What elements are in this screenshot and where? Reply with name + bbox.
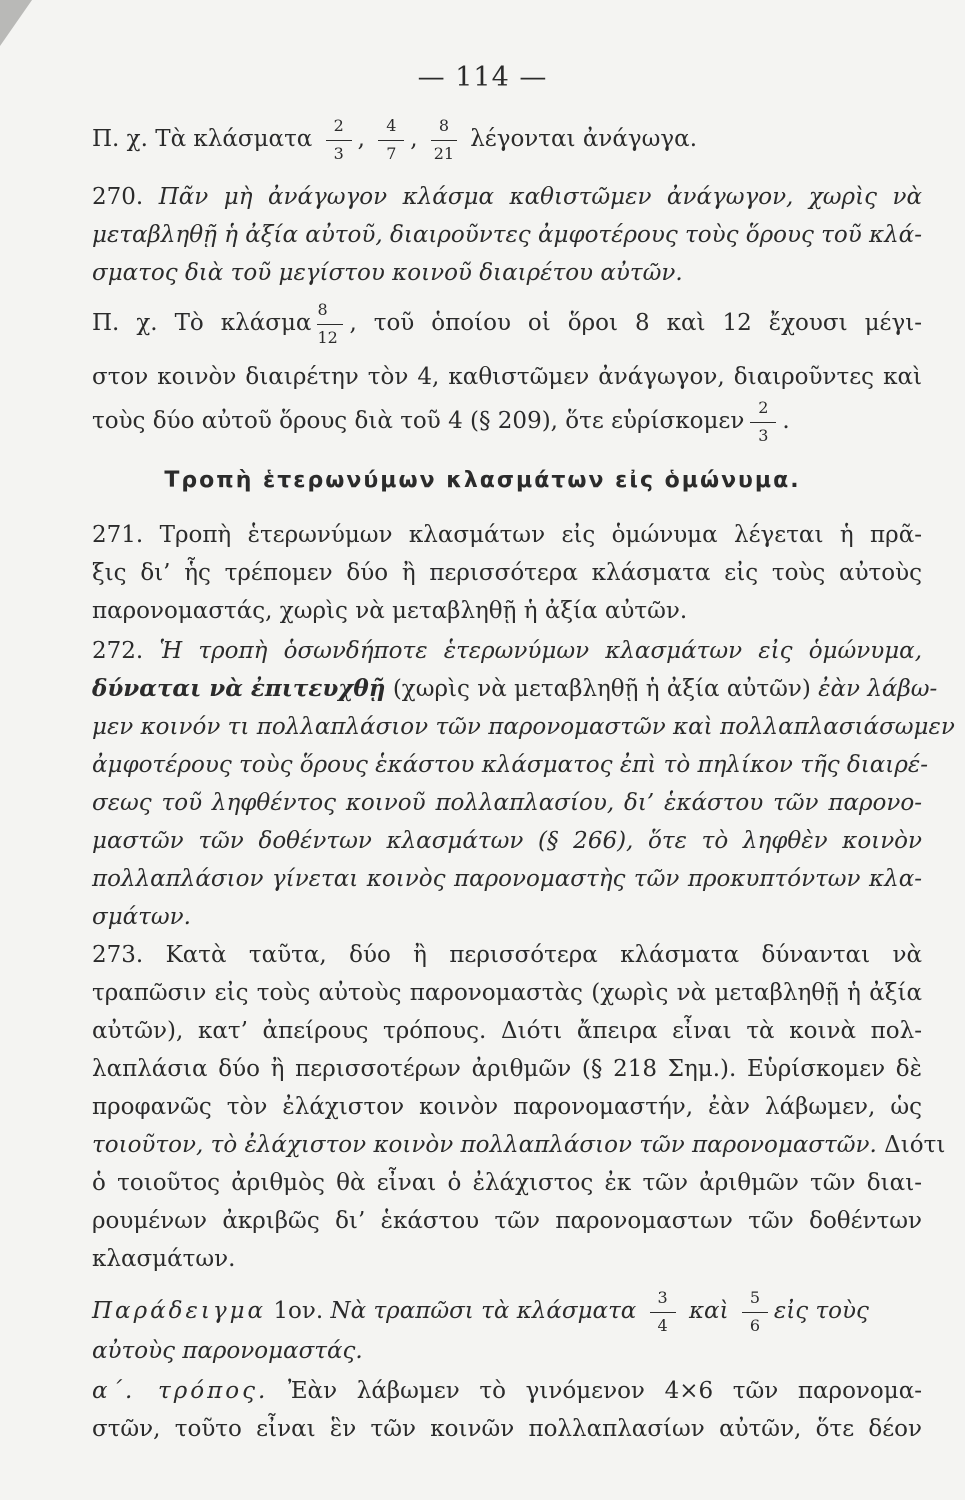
text-line: μαστῶν τῶν δοθέντων κλασμάτων (§ 266), ὅτε τὸ ληφθὲν κοινὸν <box>92 828 922 854</box>
fraction-bar <box>317 324 343 325</box>
text-line: στον κοινὸν διαιρέτην τὸν 4, καθιστῶμεν ἀνάγωγον, διαιροῦντες καὶ <box>92 364 922 390</box>
text-line: ρουμένων ἀκριβῶς δι’ ἑκάστου τῶν παρονομαστων τῶν δοθέντων <box>92 1208 922 1234</box>
paragraph-number: 270. <box>92 184 144 210</box>
fraction-numerator: 4 <box>386 116 397 135</box>
text-span: Πᾶν μὴ ἀνάγωγον κλάσμα καθιστῶμεν ἀνάγωγον, χωρὶς νὰ <box>158 184 922 210</box>
text-span: . <box>782 408 790 434</box>
text-line: ξις δι’ ἧς τρέπομεν δύο ἢ περισσότερα κλάσματα εἰς τοὺς αὐτοὺς <box>92 560 922 586</box>
fraction-numerator: 3 <box>657 1288 668 1307</box>
fraction-denominator: 21 <box>433 144 455 163</box>
text-line: σεως τοῦ ληφθέντος κοινοῦ πολλαπλασίου, δι’ ἑκάστου τῶν παρονο- <box>92 790 922 816</box>
text-line: μεταβληθῇ ἡ ἀξία αὐτοῦ, διαιροῦντες ἀμφοτέρους τοὺς ὅρους τοῦ κλά- <box>92 222 922 248</box>
paragraph-number: 272. <box>92 638 144 664</box>
text-line: ὁ τοιοῦτος ἀριθμὸς θὰ εἶναι ὁ ἐλάχιστος ἐκ τῶν ἀριθμῶν τῶν διαι- <box>92 1170 922 1196</box>
text-line: λαπλάσια δύο ἢ περισσοτέρων ἀριθμῶν (§ 218 Σημ.). Εὑρίσκομεν δὲ <box>92 1056 922 1082</box>
text-span: 1ον. <box>273 1298 324 1324</box>
text-line <box>92 1376 922 1406</box>
text-line: σματος διὰ τοῦ μεγίστου κοινοῦ διαιρέτου αὐτῶν. <box>92 260 683 286</box>
text-span: καὶ <box>688 1298 729 1324</box>
text-span: τοὺς δύο αὐτοῦ ὅρους διὰ τοῦ 4 (§ 209), ὅτε εὑρίσκομεν <box>92 408 745 434</box>
fraction-denominator: 7 <box>386 144 397 163</box>
text-line: παρονομαστάς, χωρὶς νὰ μεταβληθῇ ἡ ἀξία αὐτῶν. <box>92 598 688 624</box>
fraction <box>317 302 343 346</box>
text-line: στῶν, τοῦτο εἶναι ἓν τῶν κοινῶν πολλαπλασίων αὐτῶν, ὅτε δέον <box>92 1416 922 1442</box>
text-line <box>92 400 922 444</box>
text-span: , τοῦ ὁποίου οἱ ὅροι 8 καὶ 12 ἔχουσι μέγι- <box>349 310 922 336</box>
fraction-bar <box>326 140 352 141</box>
text-span: Νὰ τραπῶσι τὰ κλάσματα <box>330 1298 637 1324</box>
text-line: 273. Κατὰ ταῦτα, δύο ἢ περισσότερα κλάσματα δύνανται νὰ <box>92 942 922 968</box>
text-span: Ἐὰν λάβωμεν τὸ γινόμενον 4×6 τῶν παρονομα- <box>287 1378 922 1404</box>
fraction-numerator: 8 <box>438 116 449 135</box>
fraction <box>750 400 776 444</box>
text-span: Π. χ. Τὰ κλάσματα <box>92 126 313 152</box>
text-span: ἐὰν λάβω- <box>818 676 938 702</box>
fraction-numerator: 2 <box>758 398 769 417</box>
fraction-bar <box>378 140 404 141</box>
folded-corner <box>0 0 32 46</box>
text-span: λέγονται ἀνάγωγα. <box>470 126 698 152</box>
text-line <box>92 674 938 704</box>
text-span: δύναται νὰ ἐπιτευχθῇ <box>92 675 386 702</box>
text-line: αὐτοὺς παρονομαστάς. <box>92 1338 363 1364</box>
text-span: Π. χ. Τὸ κλάσμα <box>92 310 312 336</box>
fraction-bar <box>750 422 776 423</box>
fraction-denominator: 3 <box>758 426 769 445</box>
fraction-bar <box>431 140 457 141</box>
fraction <box>431 118 457 162</box>
text-span: Ἡ τροπὴ ὁσωνδήποτε ἑτερωνύμων κλασμάτων εἰς ὁμώνυμα, <box>159 638 923 664</box>
fraction-denominator: 12 <box>317 328 338 347</box>
fraction <box>378 118 404 162</box>
text-line: τραπῶσιν εἰς τοὺς αὐτοὺς παρονομαστὰς (χωρὶς νὰ μεταβληθῇ ἡ ἀξία <box>92 980 922 1006</box>
fraction-denominator: 4 <box>657 1316 668 1335</box>
page-number: — 114 — <box>417 62 548 93</box>
text-line: πολλαπλάσιον γίνεται κοινὸς παρονομαστὴς τῶν προκυπτόντων κλα- <box>92 866 922 892</box>
text-line <box>92 182 922 212</box>
text-span: α΄. τρόπος. <box>92 1378 269 1404</box>
text-line: κλασμάτων. <box>92 1246 236 1272</box>
fraction <box>650 1290 676 1334</box>
fraction <box>742 1290 768 1334</box>
text-span: Διότι <box>884 1132 946 1158</box>
text-line <box>92 636 922 666</box>
fraction-bar <box>742 1312 768 1313</box>
text-line <box>92 1130 946 1160</box>
text-span: τοιοῦτον, τὸ ἐλάχιστον κοινὸν πολλαπλάσιον τῶν παρονομαστῶν. <box>92 1132 877 1158</box>
text-line: 271. Τροπὴ ἑτερωνύμων κλασμάτων εἰς ὁμώνυμα λέγεται ἡ πρᾶ- <box>92 522 922 548</box>
text-line <box>92 302 922 346</box>
text-line: μεν κοινόν τι πολλαπλάσιον τῶν παρονομαστῶν καὶ πολλαπλασιάσωμεν <box>92 714 955 740</box>
fraction-numerator: 8 <box>317 300 328 319</box>
text-span: (χωρὶς νὰ μεταβληθῇ ἡ ἀξία αὐτῶν) <box>392 676 811 702</box>
text-line <box>92 1290 922 1334</box>
fraction-denominator: 6 <box>749 1316 760 1335</box>
fraction <box>326 118 352 162</box>
fraction-denominator: 3 <box>333 144 344 163</box>
text-line: σμάτων. <box>92 904 191 930</box>
fraction-numerator: 2 <box>333 116 344 135</box>
text-span: Παράδειγμα <box>92 1298 267 1324</box>
fraction-numerator: 5 <box>749 1288 760 1307</box>
text-line: Π. χ. Τὰ κλάσματα $\frac{2}{3}$ , $\frac{4}{7}$ , $\frac{8}{21}$ λέγονται ἀνάγωγα. <box>92 116 698 163</box>
text-span: εἰς τοὺς <box>773 1298 869 1324</box>
text-line: αὐτῶν), κατ’ ἀπείρους τρόπους. Διότι ἄπειρα εἶναι τὰ κοινὰ πολ- <box>92 1018 922 1044</box>
text-line: ἀμφοτέρους τοὺς ὅρους ἑκάστου κλάσματος ἐπὶ τὸ πηλίκον τῆς διαιρέ- <box>92 752 928 778</box>
text-line: προφανῶς τὸν ἐλάχιστον κοινὸν παρονομαστήν, ἐὰν λάβωμεν, ὡς <box>92 1094 922 1120</box>
section-heading: Τροπὴ ἑτερωνύμων κλασμάτων εἰς ὁμώνυμα. <box>164 468 801 493</box>
fraction-bar <box>650 1312 676 1313</box>
